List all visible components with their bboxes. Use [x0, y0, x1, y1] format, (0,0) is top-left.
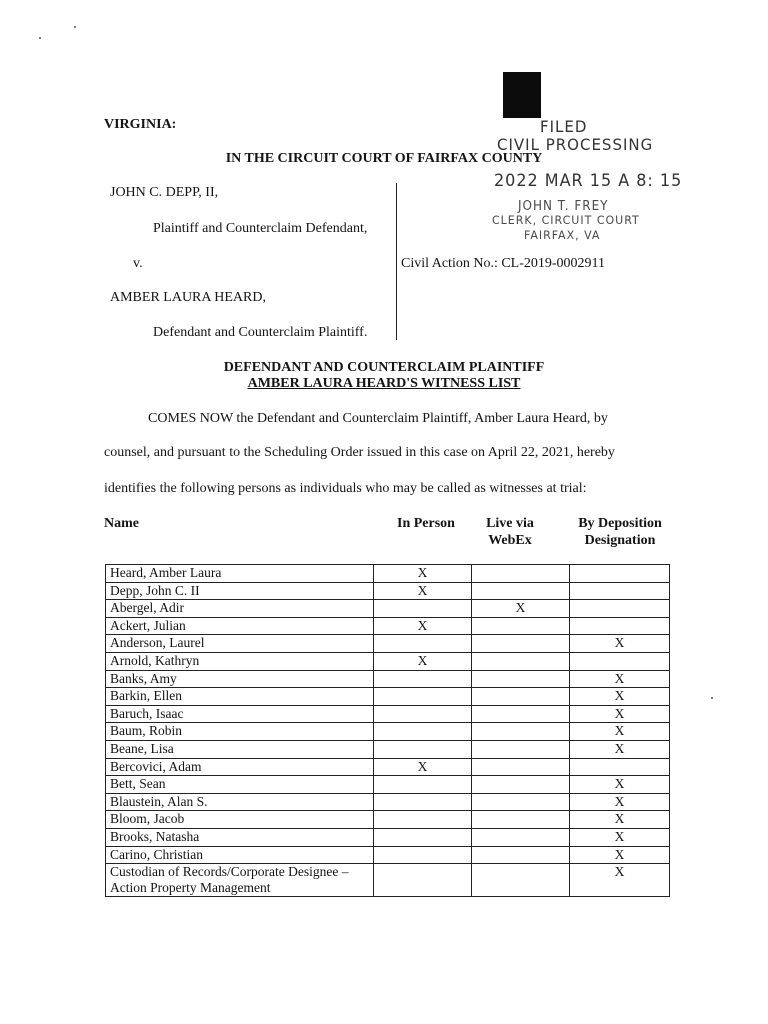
table-row	[106, 565, 670, 583]
witness-name-cell	[106, 565, 374, 583]
live-webex-mark	[472, 723, 570, 741]
in-person-mark: X	[374, 582, 472, 600]
filed-stamp-office: CLERK, CIRCUIT COURT	[492, 213, 640, 228]
deposition-mark: X	[570, 776, 670, 794]
witness-name: Anderson, Laurel	[110, 635, 205, 651]
column-header-dep-line1: By Deposition	[578, 516, 662, 531]
witness-name-cell	[106, 793, 374, 811]
in-person-mark	[374, 635, 472, 653]
deposition-mark: X	[570, 705, 670, 723]
table-row	[106, 776, 670, 794]
witness-name: Baruch, Isaac	[110, 705, 184, 721]
witness-name-cell	[106, 846, 374, 864]
in-person-mark	[374, 828, 472, 846]
civil-action-number: Civil Action No.: CL-2019-0002911	[401, 256, 606, 271]
deposition-mark: X	[570, 635, 670, 653]
witness-name: Depp, John C. II	[110, 582, 200, 598]
table-row	[106, 758, 670, 776]
witness-name: Custodian of Records/Corporate Designee –	[110, 864, 349, 880]
scan-speck	[39, 37, 41, 39]
in-person-mark	[374, 846, 472, 864]
deposition-mark: X	[570, 723, 670, 741]
live-webex-mark	[472, 864, 570, 897]
table-row	[106, 652, 670, 670]
in-person-mark	[374, 740, 472, 758]
deposition-mark	[570, 617, 670, 635]
in-person-mark: X	[374, 617, 472, 635]
live-webex-mark	[472, 617, 570, 635]
in-person-mark	[374, 723, 472, 741]
witness-name: Blaustein, Alan S.	[110, 793, 208, 809]
column-header-live-line2: WebEx	[488, 533, 532, 548]
witness-name: Bloom, Jacob	[110, 811, 185, 827]
deposition-mark: X	[570, 846, 670, 864]
witness-name-cell	[106, 652, 374, 670]
live-webex-mark	[472, 740, 570, 758]
in-person-mark	[374, 793, 472, 811]
witness-name: Heard, Amber Laura	[110, 565, 222, 580]
witness-name: Barkin, Ellen	[110, 688, 182, 704]
filed-stamp-date: 2022 MAR 15 A 8: 15	[494, 170, 683, 191]
live-webex-mark	[472, 670, 570, 688]
deposition-mark: X	[570, 793, 670, 811]
witness-table	[105, 564, 670, 897]
scan-speck	[711, 697, 713, 699]
in-person-mark	[374, 811, 472, 829]
filed-stamp-clerk: JOHN T. FREY	[518, 198, 609, 214]
deposition-mark	[570, 600, 670, 618]
deposition-mark: X	[570, 811, 670, 829]
witness-name-cell	[106, 670, 374, 688]
table-row	[106, 846, 670, 864]
witness-name: Baum, Robin	[110, 723, 183, 739]
witness-name-cell	[106, 688, 374, 706]
column-header-in-person: In Person	[397, 516, 455, 531]
in-person-mark	[374, 670, 472, 688]
column-header-deposition	[568, 515, 672, 549]
defendant-name: AMBER LAURA HEARD,	[110, 290, 266, 305]
witness-name-line2: Action Property Management	[110, 880, 271, 896]
filed-stamp-line: FILED	[540, 117, 588, 137]
deposition-mark	[570, 565, 670, 583]
table-row	[106, 600, 670, 618]
scan-speck	[74, 26, 76, 28]
table-row	[106, 635, 670, 653]
body-line-1: COMES NOW the Defendant and Counterclaim Plaintiff, Amber Laura Heard, by	[148, 411, 608, 426]
live-webex-mark	[472, 811, 570, 829]
table-row	[106, 688, 670, 706]
witness-name-cell	[106, 582, 374, 600]
table-row	[106, 740, 670, 758]
deposition-mark: X	[570, 864, 670, 897]
in-person-mark	[374, 864, 472, 897]
in-person-mark	[374, 776, 472, 794]
in-person-mark: X	[374, 652, 472, 670]
witness-name: Brooks, Natasha	[110, 828, 200, 844]
document-title-text: AMBER LAURA HEARD'S WITNESS LIST	[247, 376, 521, 391]
deposition-mark: X	[570, 828, 670, 846]
live-webex-mark	[472, 776, 570, 794]
court-heading: IN THE CIRCUIT COURT OF FAIRFAX COUNTY	[225, 151, 543, 166]
witness-name-cell	[106, 758, 374, 776]
witness-name: Carino, Christian	[110, 846, 203, 862]
deposition-mark: X	[570, 740, 670, 758]
live-webex-mark	[472, 565, 570, 583]
table-row	[106, 705, 670, 723]
live-webex-mark	[472, 652, 570, 670]
witness-name: Bett, Sean	[110, 776, 166, 792]
body-line-2: counsel, and pursuant to the Scheduling Order issued in this case on April 22, 2021, hereby	[104, 445, 615, 460]
document-title-line2	[0, 376, 768, 392]
live-webex-mark	[472, 828, 570, 846]
witness-name-cell	[106, 811, 374, 829]
in-person-mark	[374, 705, 472, 723]
witness-name-cell	[106, 600, 374, 618]
in-person-mark: X	[374, 565, 472, 583]
witness-name: Abergel, Adir	[110, 600, 184, 616]
witness-name-cell	[106, 617, 374, 635]
witness-name: Banks, Amy	[110, 670, 177, 686]
column-header-name: Name	[104, 516, 139, 531]
witness-name-cell	[106, 705, 374, 723]
column-header-live-webex	[475, 515, 545, 549]
caption-divider	[396, 183, 397, 340]
live-webex-mark	[472, 758, 570, 776]
body-line-3: identifies the following persons as individuals who may be called as witnesses at trial:	[104, 481, 587, 496]
witness-name-cell	[106, 828, 374, 846]
filed-stamp-location: FAIRFAX, VA	[524, 228, 601, 243]
table-row	[106, 670, 670, 688]
plaintiff-name: JOHN C. DEPP, II,	[110, 185, 219, 200]
live-webex-mark	[472, 705, 570, 723]
document-title-line1: DEFENDANT AND COUNTERCLAIM PLAINTIFF	[223, 360, 545, 375]
plaintiff-role: Plaintiff and Counterclaim Defendant,	[153, 221, 368, 236]
live-webex-mark	[472, 688, 570, 706]
witness-name: Beane, Lisa	[110, 740, 174, 756]
witness-name-cell	[106, 864, 374, 897]
table-row	[106, 723, 670, 741]
witness-name: Bercovici, Adam	[110, 758, 202, 774]
deposition-mark: X	[570, 670, 670, 688]
witness-name: Arnold, Kathryn	[110, 652, 200, 668]
column-header-dep-line2: Designation	[584, 533, 656, 548]
witness-name: Ackert, Julian	[110, 617, 186, 633]
witness-table-body	[106, 565, 670, 897]
column-header-live-line1: Live via	[486, 516, 534, 531]
witness-name-cell	[106, 723, 374, 741]
live-webex-mark	[472, 793, 570, 811]
live-webex-mark	[472, 846, 570, 864]
table-row	[106, 828, 670, 846]
deposition-mark	[570, 652, 670, 670]
witness-name-cell	[106, 776, 374, 794]
versus: v.	[133, 256, 143, 271]
table-row	[106, 864, 670, 897]
in-person-mark	[374, 600, 472, 618]
in-person-mark: X	[374, 758, 472, 776]
table-row	[106, 793, 670, 811]
witness-name-cell	[106, 740, 374, 758]
deposition-mark: X	[570, 688, 670, 706]
redaction-block	[503, 72, 541, 118]
live-webex-mark	[472, 582, 570, 600]
state-heading: VIRGINIA:	[104, 117, 177, 132]
deposition-mark	[570, 758, 670, 776]
live-webex-mark: X	[472, 600, 570, 618]
live-webex-mark	[472, 635, 570, 653]
table-row	[106, 617, 670, 635]
witness-name-cell	[106, 635, 374, 653]
table-row	[106, 582, 670, 600]
in-person-mark	[374, 688, 472, 706]
table-row	[106, 811, 670, 829]
deposition-mark	[570, 582, 670, 600]
filed-stamp-line: CIVIL PROCESSING	[497, 135, 654, 155]
defendant-role: Defendant and Counterclaim Plaintiff.	[153, 325, 368, 340]
